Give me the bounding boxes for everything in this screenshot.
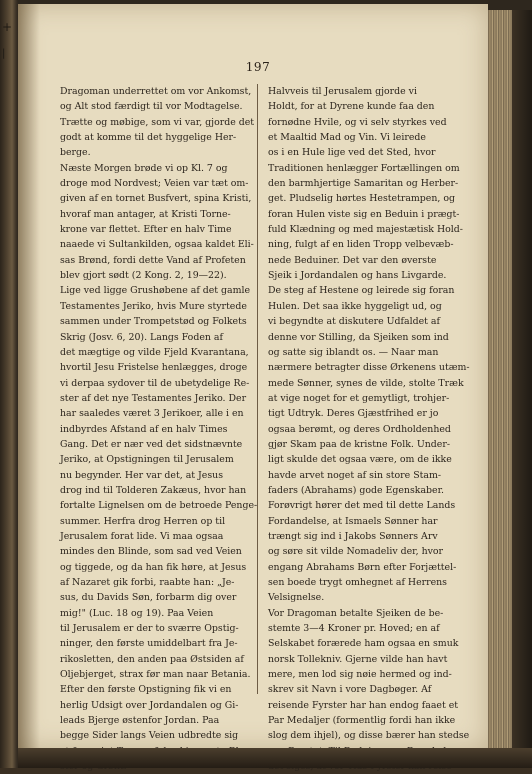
text-line: slog dem ihjel), og disse bærer han stedse <box>268 730 470 742</box>
text-line: har saaledes været 3 Jerikoer, alle i en <box>60 408 244 420</box>
text-line: foran Hulen viste sig en Beduin i prægt- <box>268 208 460 220</box>
text-line: skrev sit Navn i vore Dagbøger. Af <box>268 684 432 696</box>
text-line: ninger, den første umiddelbart fra Je- <box>60 638 238 650</box>
text-line: det mægtige og vilde Fjeld Kvarantana, <box>60 346 249 358</box>
text-line: ster af det nye Testamentes Jeriko. Der <box>60 392 247 404</box>
text-line: sus, du Davids Søn, forbarm dig over <box>60 592 237 604</box>
text-line: Jeriko, at Opstigningen til Jerusalem <box>60 454 234 466</box>
text-line: Lige ved ligge Grushøbene af det gamle <box>60 285 251 297</box>
text-line: reisende Fyrster har han endog faaet et <box>268 699 459 711</box>
text-line: Sjeik i Jordandalen og hans Livgarde. <box>268 270 447 282</box>
text-line: Forøvrigt hører det med til dette Lands <box>268 500 456 512</box>
text-line: Skrig (Josv. 6, 20). Langs Foden af <box>60 331 223 343</box>
text-line: havde arvet noget af sin store Stam- <box>268 469 442 481</box>
text-line: Halvveis til Jerusalem gjorde vi <box>268 86 417 97</box>
text-line: nede Beduiner. Det var den øverste <box>268 254 437 266</box>
text-line: sammen under Trompetstød og Folkets <box>60 316 247 328</box>
text-line: Holdt, for at Dyrene kunde faa den <box>268 101 435 113</box>
page-gutter-shadow <box>18 4 40 750</box>
text-line: Efter den første Opstigning fik vi en <box>60 684 232 696</box>
text-line: Oljebjerget, strax før man naar Betania. <box>60 669 251 681</box>
book-page <box>18 4 488 750</box>
text-line: og søre sit vilde Nomadeliv der, hvor <box>268 546 444 558</box>
text-line: os i en Hule lige ved det Sted, hvor <box>268 147 436 159</box>
text-line: get. Pludselig hørtes Hestetrampen, og <box>268 193 456 205</box>
text-line: given af en tornet Busfvert, spina Kristi, <box>60 193 252 205</box>
text-line: sen boede trygt omhegnet af Herrens <box>268 577 447 588</box>
text-line: til Jerusalem er der to sværre Opstig- <box>60 623 239 635</box>
text-line: ligt skulde det ogsaa være, om de ikke <box>268 454 452 466</box>
text-line: af Nazaret gik forbi, raabte han: „Je- <box>60 577 235 588</box>
bottom-shadow <box>18 748 532 768</box>
text-line: summer. Herfra drog Herren op til <box>60 515 226 527</box>
text-line: ogsaa berømt, og deres Ordholdenhed <box>268 423 451 435</box>
text-line: Fordandelse, at Ismaels Sønner har <box>268 515 438 527</box>
text-line: Hulen. Det saa ikke hyggeligt ud, og <box>268 300 442 312</box>
text-line: ning, fulgt af en liden Tropp velbevæb- <box>268 239 454 251</box>
text-line: leads Bjerge østenfor Jordan. Paa <box>60 715 220 727</box>
text-line: drog ind til Tolderen Zakæus, hvor han <box>60 484 247 496</box>
book-cover-edge <box>512 10 532 750</box>
text-line: herlig Udsigt over Jordandalen og Gi- <box>60 699 239 711</box>
text-line: fortalte Lignelsen om de betroede Penge- <box>60 500 258 512</box>
right-text-column <box>268 84 470 774</box>
text-line: blev gjort sødt (2 Kong. 2, 19—22). <box>60 270 227 282</box>
text-line: naaede vi Sultankilden, ogsaa kaldet Eli- <box>60 239 254 251</box>
text-line: og tiggede, og da han fik høre, at Jesus <box>60 561 247 573</box>
text-line: norsk Tollekniv. Gjerne vilde han havt <box>268 653 448 665</box>
text-line: Dragoman underrettet om vor Ankomst, <box>60 86 252 97</box>
text-line: vi derpaa sydover til de ubetydelige Re- <box>60 377 250 389</box>
text-line: Traditionen henlægger Fortællingen om <box>268 162 460 174</box>
text-line: mindes den Blinde, som sad ved Veien <box>60 546 242 558</box>
text-line: tigt Udtryk. Deres Gjæstfrihed er jo <box>268 408 439 420</box>
text-line: sas Brønd, fordi dette Vand af Profeten <box>60 254 246 266</box>
text-line: krone var flettet. Efter en halv Time <box>60 224 232 236</box>
text-line: droge mod Nordvest; Veien var tæt om- <box>60 178 249 190</box>
text-line: indbyrdes Afstand af en halv Times <box>60 423 228 435</box>
margin-mark-icon: + <box>2 20 13 34</box>
text-line: godt at komme til det hyggelige Her- <box>60 132 237 144</box>
margin-tick-icon: | <box>2 48 6 59</box>
text-line: berge. <box>60 147 91 159</box>
text-line: engang Abrahams Børn efter Forjættel- <box>268 561 457 573</box>
text-line: Par Medaljer (formentlig fordi han ikke <box>268 715 456 727</box>
text-line: De steg af Hestene og leirede sig foran <box>268 285 455 297</box>
text-line: nærmere betragter disse Ørkenens utæm- <box>268 362 470 374</box>
page-number: 197 <box>245 60 271 74</box>
text-line: trængt sig ind i Jakobs Sønners Arv <box>268 530 438 542</box>
text-line: og Alt stod færdigt til vor Modtagelse. <box>60 101 243 113</box>
text-line: hvoraf man antager, at Kristi Torne- <box>60 208 231 220</box>
text-line: og satte sig iblandt os. — Naar man <box>268 346 439 358</box>
text-line: Velsignelse. <box>268 592 325 604</box>
text-line: gjør Skam paa de kristne Folk. Under- <box>268 438 450 450</box>
text-line: nu begynder. Her var det, at Jesus <box>60 469 224 481</box>
text-line: hvortil Jesu Fristelse henlægges, droge <box>60 362 248 374</box>
text-line: Selskabet forærede ham ogsaa en smuk <box>268 638 459 650</box>
text-line: Jerusalem forat lide. Vi maa ogsaa <box>60 530 224 542</box>
text-line: stemte 3—4 Kroner pr. Hoved; en af <box>268 623 440 635</box>
text-line: Testamentes Jeriko, hvis Mure styrtede <box>60 300 247 312</box>
text-line: faders (Abrahams) gode Egenskaber. <box>268 484 445 496</box>
text-line: et Maaltid Mad og Vin. Vi leirede <box>268 132 426 144</box>
text-line: Trætte og møbige, som vi var, gjorde det <box>60 116 255 128</box>
text-line: mig!" (Luc. 18 og 19). Paa Veien <box>60 607 214 619</box>
text-line: at vige noget for et gemytligt, trohjer- <box>268 392 450 404</box>
text-line: fornødne Hvile, og vi selv styrkes ved <box>268 116 447 128</box>
text-line: mede Sønner, synes de vilde, stolte Træk <box>268 377 464 389</box>
left-text-column <box>60 84 258 774</box>
text-line: fuld Klædning og med majestætisk Hold- <box>268 224 463 236</box>
text-line: mere, men lod sig nøie hermed og ind- <box>268 669 452 681</box>
text-line: Vor Dragoman betalte Sjeiken de be- <box>268 607 444 619</box>
text-line: Næste Morgen brøde vi op Kl. 7 og <box>60 162 228 174</box>
text-line: den barmhjertige Samaritan og Herber- <box>268 178 459 190</box>
text-line: Gang. Det er nær ved det sidstnævnte <box>60 438 243 450</box>
text-line: begge Sider langs Veien udbredte sig <box>60 730 239 742</box>
text-line: vi begyndte at diskutere Udfaldet af <box>268 316 440 328</box>
column-divider <box>257 84 258 694</box>
text-line: denne vor Stilling, da Sjeiken som ind <box>268 331 449 343</box>
text-line: rikosletten, den anden paa Østsiden af <box>60 653 244 665</box>
